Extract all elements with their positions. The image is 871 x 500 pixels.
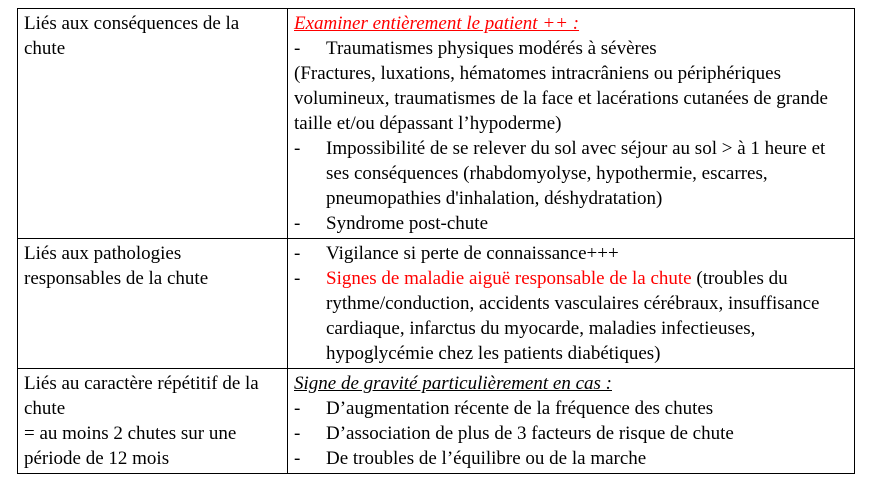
category-label: Liés aux conséquences de la chute: [24, 13, 240, 59]
list-item: [294, 241, 848, 266]
row-category-cell: [18, 239, 288, 369]
dash-bullet: -: [294, 213, 301, 234]
dash-bullet: -: [294, 423, 301, 444]
item-text: De troubles de l’équilibre ou de la marche: [326, 448, 647, 469]
table-row: [18, 369, 855, 474]
list-item: [294, 446, 848, 471]
item-text: Traumatismes physiques modérés à sévères: [326, 38, 657, 59]
row-category-cell: [18, 369, 288, 474]
table-row: [18, 239, 855, 369]
list-item: [294, 211, 848, 236]
dash-bullet: -: [294, 448, 301, 469]
table-row: [18, 9, 855, 239]
row-detail-cell: [288, 369, 855, 474]
list-item: [294, 36, 848, 61]
row-detail-cell: [288, 9, 855, 239]
severity-table: [17, 8, 855, 474]
item-text: D’association de plus de 3 facteurs de risque de chute: [326, 423, 734, 444]
dash-bullet: -: [294, 138, 301, 159]
list-item: [294, 421, 848, 446]
section-heading: Signe de gravité particulièrement en cas :: [294, 373, 612, 394]
item-text: Syndrome post-chute: [326, 213, 489, 234]
list-item: [294, 266, 848, 366]
row-category-cell: [18, 9, 288, 239]
item-text: Vigilance si perte de connaissance+++: [326, 243, 619, 264]
item-text: D’augmentation récente de la fréquence des chutes: [326, 398, 714, 419]
list-item: [294, 136, 848, 211]
item-text: Impossibilité de se relever du sol avec séjour au sol > à 1 heure et ses conséquences (rhabdomyolyse, hypothermie, escarres, pneumopathies d'inhalation, déshydratation): [326, 138, 826, 209]
item-text-continuation: (Fractures, luxations, hématomes intracrâniens ou périphériques volumineux, traumatismes de la face et lacérations cutanées de grande taille et/ou dépassant l’hypoderme): [294, 63, 828, 134]
dash-bullet: -: [294, 243, 301, 264]
item-text: (troubles du rythme/conduction, accidents vasculaires cérébraux, insuffisance cardiaque, infarctus du myocarde, maladies infectieuses, hypoglycémie chez les patients diabétiques): [326, 268, 820, 364]
dash-bullet: -: [294, 398, 301, 419]
item-highlight-text: Signes de maladie aiguë responsable de la chute: [326, 268, 692, 289]
dash-bullet: -: [294, 38, 301, 59]
category-definition: = au moins 2 chutes sur une période de 12 mois: [24, 423, 237, 469]
list-item: [294, 396, 848, 421]
row-detail-cell: [288, 239, 855, 369]
section-heading: Examiner entièrement le patient ++ :: [294, 13, 580, 34]
category-label: Liés aux pathologies responsables de la chute: [24, 243, 209, 289]
dash-bullet: -: [294, 268, 301, 289]
category-label: Liés au caractère répétitif de la chute: [24, 373, 259, 419]
